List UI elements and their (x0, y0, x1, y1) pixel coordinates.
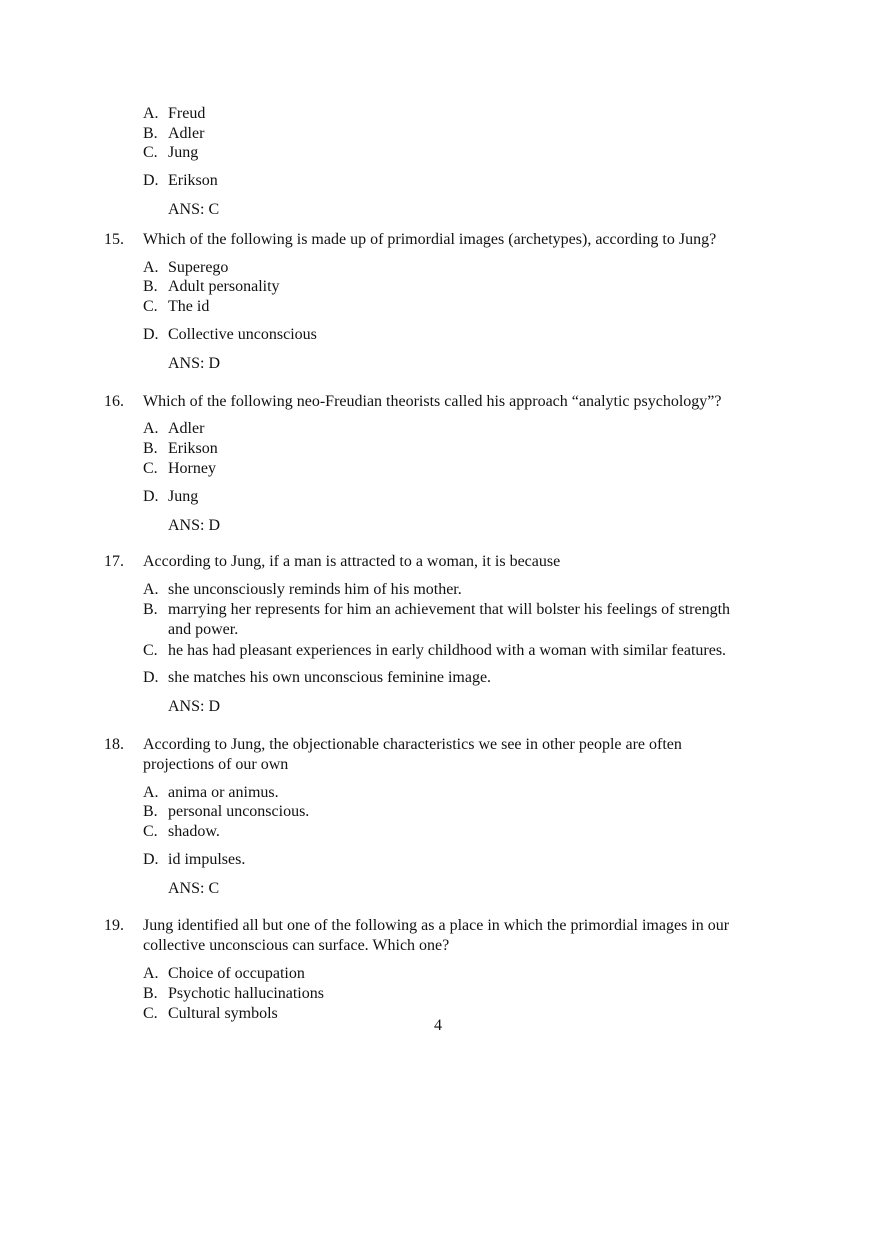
option-text: Erikson (168, 440, 218, 457)
question-text: Which of the following neo-Freudian theorists called his approach “analytic psychology”? (143, 393, 722, 410)
option-letter: C. (143, 298, 158, 315)
question-number: 16. (104, 393, 124, 410)
option-text: Adler (168, 420, 205, 437)
option-text: The id (168, 298, 210, 315)
option-text: he has had pleasant experiences in early childhood with a woman with similar features. (168, 642, 727, 659)
option-letter: A. (143, 784, 159, 801)
question-text: collective unconscious can surface. Which one? (143, 937, 450, 954)
question-number: 19. (104, 917, 124, 934)
page-number: 4 (434, 1017, 442, 1034)
option-text: shadow. (168, 823, 220, 840)
option-text: Psychotic hallucinations (168, 985, 324, 1002)
option-letter: A. (143, 965, 159, 982)
option-text: Jung (168, 144, 199, 161)
option-letter: D. (143, 851, 159, 868)
option-letter: B. (143, 985, 158, 1002)
option-text: Adult personality (168, 278, 280, 295)
option-text: she matches his own unconscious feminine image. (168, 669, 492, 686)
question-text: Which of the following is made up of primordial images (archetypes), according to Jung? (143, 231, 717, 248)
option-text: Freud (168, 105, 206, 122)
option-text: Collective unconscious (168, 326, 317, 343)
option-letter: B. (143, 278, 158, 295)
option-letter: C. (143, 823, 158, 840)
answer-key: ANS: C (168, 201, 220, 218)
option-letter: D. (143, 488, 159, 505)
option-letter: C. (143, 1005, 158, 1022)
option-text: Adler (168, 125, 205, 142)
option-text: anima or animus. (168, 784, 279, 801)
answer-key: ANS: D (168, 355, 221, 372)
option-text: Superego (168, 259, 229, 276)
option-letter: C. (143, 642, 158, 659)
option-letter: D. (143, 172, 159, 189)
question-number: 17. (104, 553, 124, 570)
option-text: Horney (168, 460, 216, 477)
option-text: Choice of occupation (168, 965, 305, 982)
option-text: she unconsciously reminds him of his mother. (168, 581, 462, 598)
question-text: Jung identified all but one of the following as a place in which the primordial images in our (143, 917, 730, 934)
option-letter: A. (143, 259, 159, 276)
option-text: Erikson (168, 172, 218, 189)
option-text: id impulses. (168, 851, 246, 868)
option-letter: A. (143, 105, 159, 122)
option-text: marrying her represents for him an achievement that will bolster his feelings of strength (168, 601, 731, 618)
question-text: According to Jung, if a man is attracted to a woman, it is because (143, 553, 561, 570)
option-letter: C. (143, 144, 158, 161)
option-letter: B. (143, 440, 158, 457)
option-letter: D. (143, 669, 159, 686)
option-text: Cultural symbols (168, 1005, 278, 1022)
option-letter: A. (143, 581, 159, 598)
option-letter: A. (143, 420, 159, 437)
option-letter: B. (143, 125, 158, 142)
question-number: 15. (104, 231, 124, 248)
question-text: projections of our own (143, 756, 289, 773)
option-letter: B. (143, 803, 158, 820)
question-text: According to Jung, the objectionable characteristics we see in other people are often (143, 736, 682, 753)
option-text: and power. (168, 621, 239, 638)
question-number: 18. (104, 736, 124, 753)
option-letter: D. (143, 326, 159, 343)
answer-key: ANS: C (168, 880, 220, 897)
answer-key: ANS: D (168, 698, 221, 715)
option-text: personal unconscious. (168, 803, 310, 820)
option-text: Jung (168, 488, 199, 505)
option-letter: B. (143, 601, 158, 618)
option-letter: C. (143, 460, 158, 477)
answer-key: ANS: D (168, 517, 221, 534)
